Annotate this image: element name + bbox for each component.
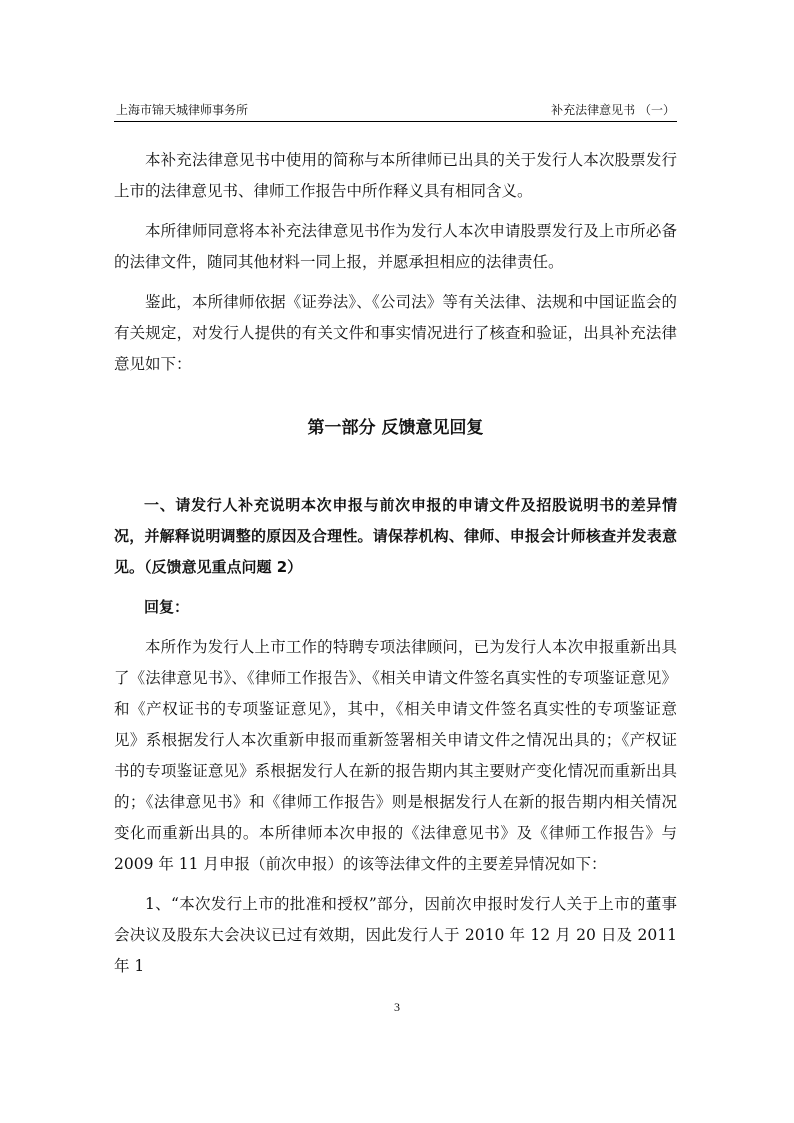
- page-number: 3: [394, 1000, 400, 1014]
- document-body: [114, 145, 677, 991]
- reply-paragraph-2: 1、“本次发行上市的批准和授权”部分，因前次申报时发行人关于上市的董事会决议及股东大会决议已过有效期，因此发行人于 2010 年 12 月 20 日及 2011 年 1: [114, 895, 677, 975]
- question-1: 一、请发行人补充说明本次申报与前次申报的申请文件及招股说明书的差异情况，并解释说明调整的原因及合理性。请保荐机构、律师、申报会计师核查并发表意见。（反馈意见重点问题 2）: [114, 496, 677, 576]
- paragraph-definitions: 本补充法律意见书中使用的简称与本所律师已出具的关于发行人本次股票发行上市的法律意见书、律师工作报告中所作释义具有相同含义。: [114, 151, 677, 200]
- paragraph-consent: 本所律师同意将本补充法律意见书作为发行人本次申请股票发行及上市所必备的法律文件，随同其他材料一同上报，并愿承担相应的法律责任。: [114, 222, 677, 271]
- header-document-title: 补充法律意见书 （一）: [551, 103, 675, 117]
- section-title: 第一部分 反馈意见回复: [307, 418, 484, 438]
- paragraph-basis: 鉴此，本所律师依据《证券法》、《公司法》等有关法律、法规和中国证监会的有关规定，对发行人提供的有关文件和事实情况进行了核查和验证，出具补充法律意见如下：: [114, 293, 677, 373]
- header-firm-name: 上海市锦天城律师事务所: [116, 103, 249, 117]
- reply-label: 回复：: [144, 598, 190, 616]
- page-header: [114, 101, 677, 122]
- reply-paragraph-1: 本所作为发行人上市工作的特聘专项法律顾问，已为发行人本次申报重新出具了《法律意见书》、《律师工作报告》、《相关申请文件签名真实性的专项鉴证意见》和《产权证书的专项鉴证意见》，其中，《相关申请文件签名真实性的专项鉴证意见》系根据发行人本次重新申报而重新签署相关申请文件之情况出具的；《产权证书的专项鉴证意见》系根据发行人在新的报告期内其主要财产变化情况而重新出具的；《法律意见书》和《律师工作报告》则是根据发行人在新的报告期内相关情况变化而重新出具的。本所律师本次申报的《法律意见书》及《律师工作报告》与 2009 年 11 月申报（前次申报）的该等法律文件的主要差异情况如下：: [114, 638, 677, 873]
